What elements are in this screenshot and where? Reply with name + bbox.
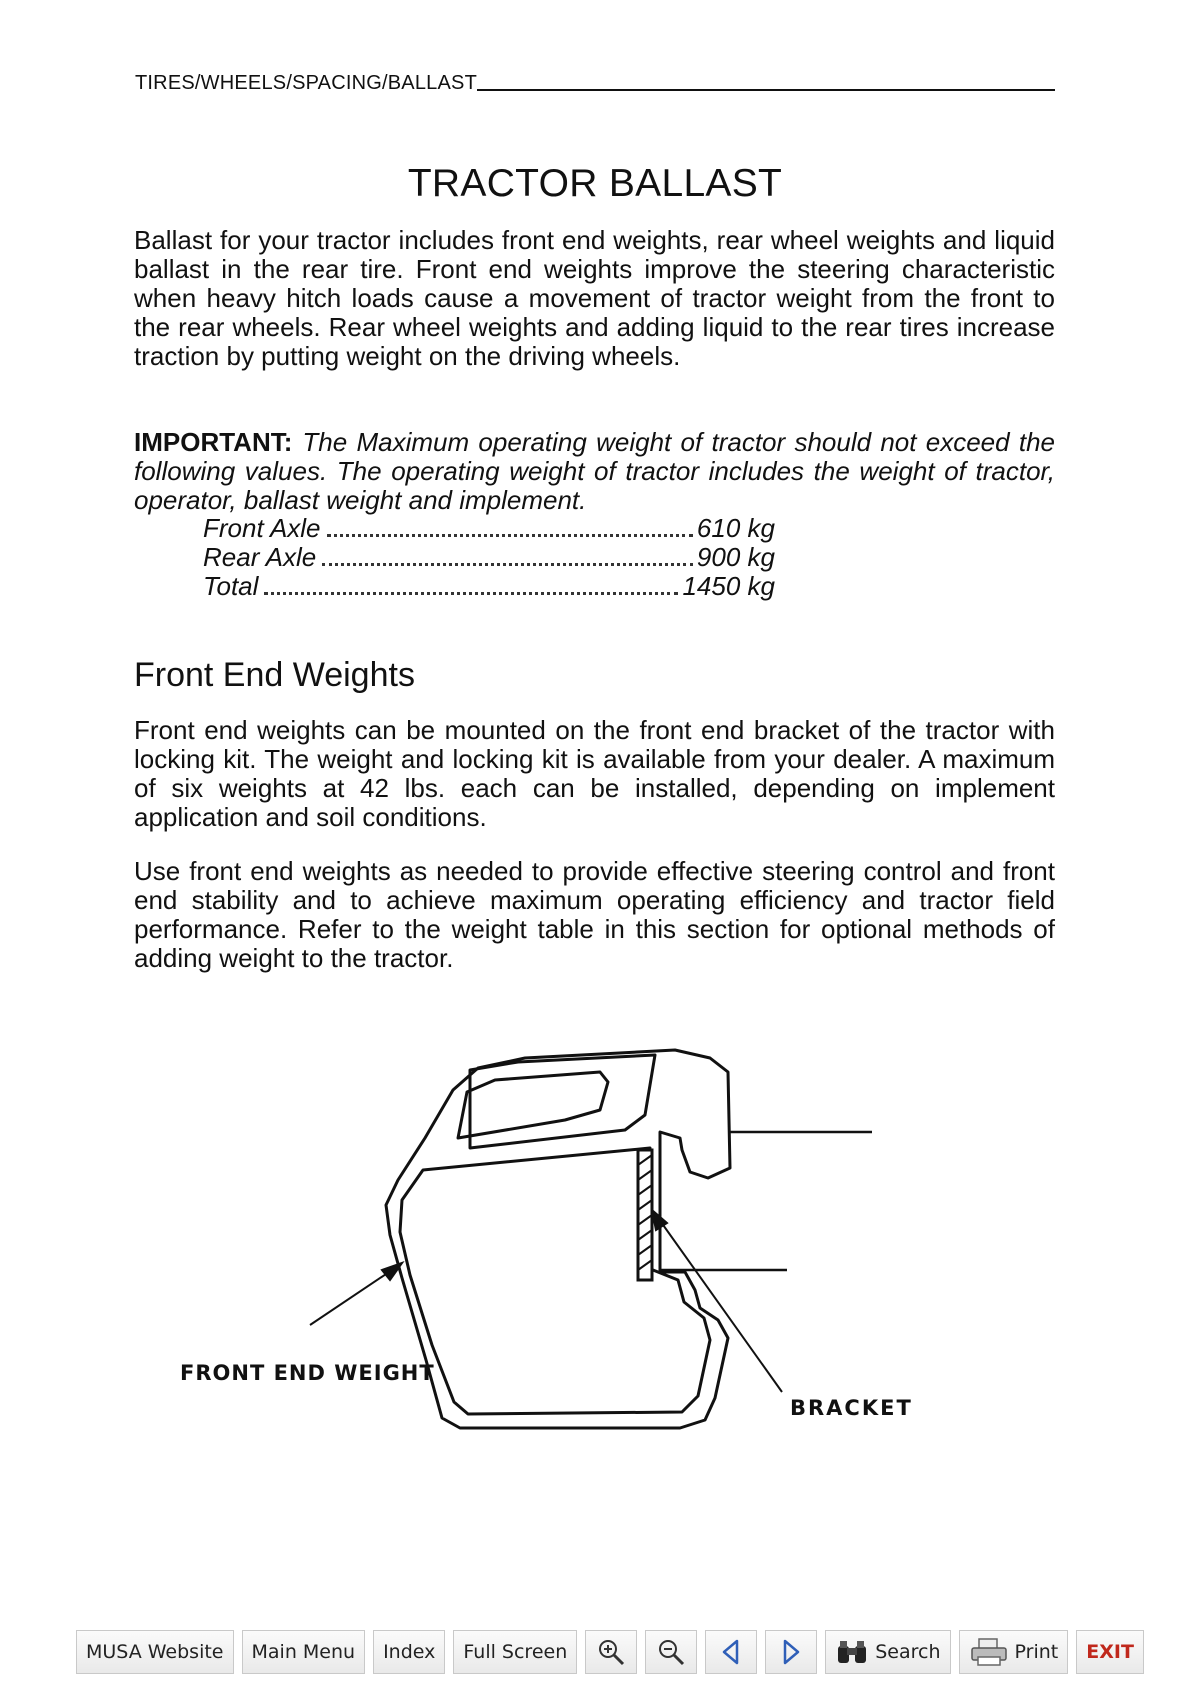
chevron-right-icon (779, 1638, 803, 1666)
musa-website-button[interactable] (76, 1630, 234, 1674)
section-heading: Front End Weights (134, 656, 415, 694)
weight-leader-arrow (310, 1263, 402, 1325)
front-end-paragraph-2: Use front end weights as needed to provide effective steering control and front end stability and to achieve maximum operating efficiency and tractor field performance. Refer to the weight table in this section for optional methods of adding weight to the tractor. (134, 856, 1055, 973)
bracket-leader-arrow (652, 1210, 782, 1392)
musa-website-label: MUSA Website (86, 1641, 224, 1663)
navigation-toolbar (76, 1630, 1144, 1676)
exit-label: EXIT (1086, 1641, 1134, 1663)
important-note (134, 428, 1055, 515)
section-title: TIRES/WHEELS/SPACING/BALLAST (135, 72, 477, 94)
main-menu-button[interactable] (242, 1630, 366, 1674)
limit-name: Front Axle (203, 513, 321, 543)
zoom-in-icon (596, 1637, 626, 1667)
next-page-button[interactable] (765, 1630, 817, 1674)
section-header (135, 72, 1055, 95)
full-screen-label: Full Screen (463, 1641, 568, 1663)
weight-outline (386, 1050, 730, 1428)
full-screen-button[interactable] (453, 1630, 577, 1674)
limit-value: 610 kg (696, 513, 775, 543)
limit-row (203, 543, 775, 572)
limit-row (203, 514, 775, 543)
leader-dots (322, 563, 693, 566)
important-text: The Maximum operating weight of tractor should not exceed the following values. The operating weight of tractor includes the weight of tractor, operator, ballast weight and implement. (134, 427, 1055, 515)
exit-button[interactable] (1076, 1630, 1144, 1674)
front-end-weight-label: FRONT END WEIGHT (180, 1361, 435, 1385)
front-end-paragraph-1: Front end weights can be mounted on the front end bracket of the tractor with locking kit. The weight and locking kit is available from your dealer. A maximum of six weights at 42 lbs. each can be installed, depending on implement application and soil conditions. (134, 715, 1055, 832)
index-label: Index (383, 1641, 436, 1663)
zoom-out-button[interactable] (645, 1630, 697, 1674)
header-rule (477, 89, 1055, 91)
chevron-left-icon (719, 1638, 743, 1666)
front-end-weight-diagram (170, 1020, 1030, 1480)
page-title: TRACTOR BALLAST (407, 162, 783, 205)
limit-row (203, 572, 775, 601)
search-label: Search (875, 1641, 941, 1663)
limit-value: 900 kg (696, 542, 775, 572)
print-label: Print (1014, 1641, 1059, 1663)
index-button[interactable] (373, 1630, 445, 1674)
leader-dots (264, 592, 678, 595)
intro-paragraph: Ballast for your tractor includes front end weights, rear wheel weights and liquid ballast in the rear tire. Front end weights improve the steering characteristic when heavy hitch loads cause a movement of tractor weight from the front to the rear wheels. Rear wheel weights and adding liquid to the rear tires increase traction by putting weight on the driving wheels. (134, 225, 1055, 371)
weight-limits (203, 514, 775, 601)
limit-name: Rear Axle (203, 542, 317, 572)
print-button[interactable] (959, 1630, 1069, 1674)
bracket-plate (638, 1150, 652, 1280)
search-button[interactable] (825, 1630, 950, 1674)
zoom-in-button[interactable] (585, 1630, 637, 1674)
limit-value: 1450 kg (682, 571, 775, 601)
limit-name: Total (203, 571, 259, 601)
zoom-out-icon (656, 1637, 686, 1667)
main-menu-label: Main Menu (251, 1641, 356, 1663)
previous-page-button[interactable] (705, 1630, 757, 1674)
binoculars-icon (835, 1638, 869, 1666)
bracket-label: BRACKET (790, 1396, 913, 1420)
important-label: IMPORTANT: (134, 427, 293, 457)
printer-icon (969, 1637, 1009, 1667)
leader-dots (327, 534, 693, 537)
